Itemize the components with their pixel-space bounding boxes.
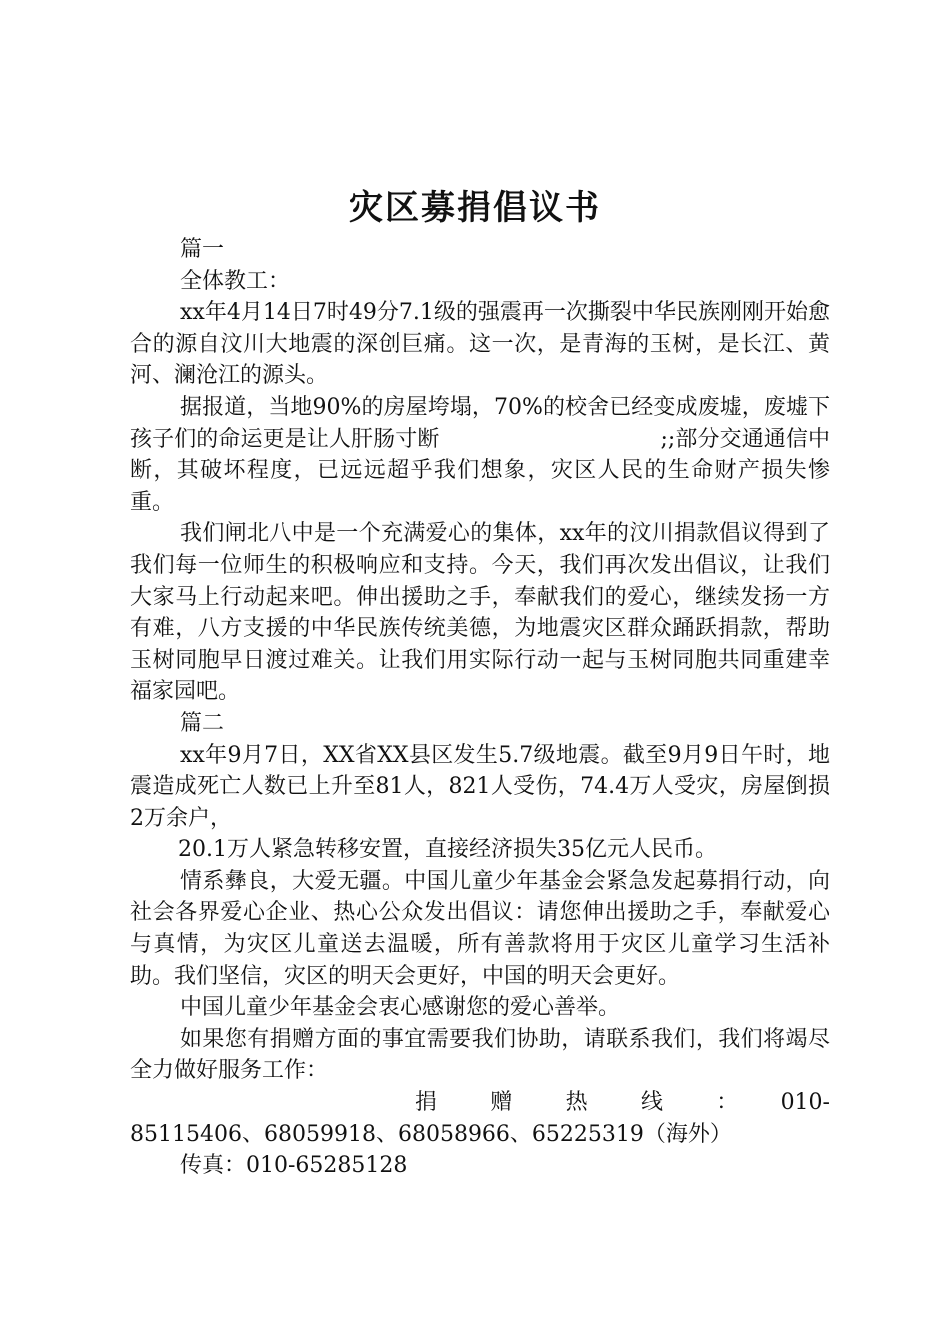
paragraph-foundation-appeal: 情系彝良，大爱无疆。中国儿童少年基金会紧急发起募捐行动，向社会各界爱心企业、热心公众发出倡议：请您伸出援助之手，奉献爱心与真情，为灾区儿童送去温暖，所有善款将用于灾区儿童学习生活补助。我们坚信，灾区的明天会更好，中国的明天会更好。 xyxy=(130,868,830,989)
hotline-label: 捐 赠 热 线 ： 010- xyxy=(415,1090,830,1116)
paragraph-earthquake-intro: xx年4月14日7时49分7.1级的强震再一次撕裂中华民族刚刚开始愈合的源自汶川大地震的深创巨痛。这一次，是青海的玉树，是长江、黄河、澜沧江的源头。 xyxy=(130,300,830,389)
document-body xyxy=(130,234,830,1182)
paragraph-relocation: 20.1万人紧急转移安置，直接经济损失35亿元人民币。 xyxy=(178,837,717,863)
section-heading-1: 篇一 xyxy=(180,237,225,262)
paragraph-school-appeal: 我们闸北八中是一个充满爱心的集体，xx年的汶川捐款倡议得到了我们每一位师生的积极响应和支持。今天，我们再次发出倡议，让我们大家马上行动起来吧。伸出援助之手，奉献我们的爱心，继续发扬一方有难，八方支援的中华民族传统美德，为地震灾区群众踊跃捐款，帮助玉树同胞早日渡过难关。让我们用实际行动一起与玉树同胞共同重建幸福家园吧。 xyxy=(130,521,830,705)
paragraph-thanks: 中国儿童少年基金会衷心感谢您的爱心善举。 xyxy=(180,995,621,1021)
paragraph-damage-report: 据报道，当地90%的房屋垮塌，70%的校舍已经变成废墟，废墟下孩子们的命运更是让人肝肠寸断 ;;部分交通通信中断，其破坏程度，已远远超乎我们想象，灾区人民的生命财产损失惨重。 xyxy=(130,394,830,515)
fax-line: 传真：010-65285128 xyxy=(180,1153,408,1179)
paragraph-contact: 如果您有捐赠方面的事宜需要我们协助，请联系我们，我们将竭尽全力做好服务工作： xyxy=(130,1026,830,1084)
hotline-numbers: 85115406、68059918、68058966、65225319（海外） xyxy=(130,1121,732,1147)
paragraph-second-quake: xx年9月7日，XX省XX县区发生5.7级地震。截至9月9日午时，地震造成死亡人数已上升至81人，821人受伤，74.4万人受灾，房屋倒损2万余户， xyxy=(130,742,830,831)
document-title: 灾区募捐倡议书 xyxy=(349,188,601,228)
section-heading-2: 篇二 xyxy=(180,710,225,736)
salutation: 全体教工： xyxy=(180,268,291,294)
